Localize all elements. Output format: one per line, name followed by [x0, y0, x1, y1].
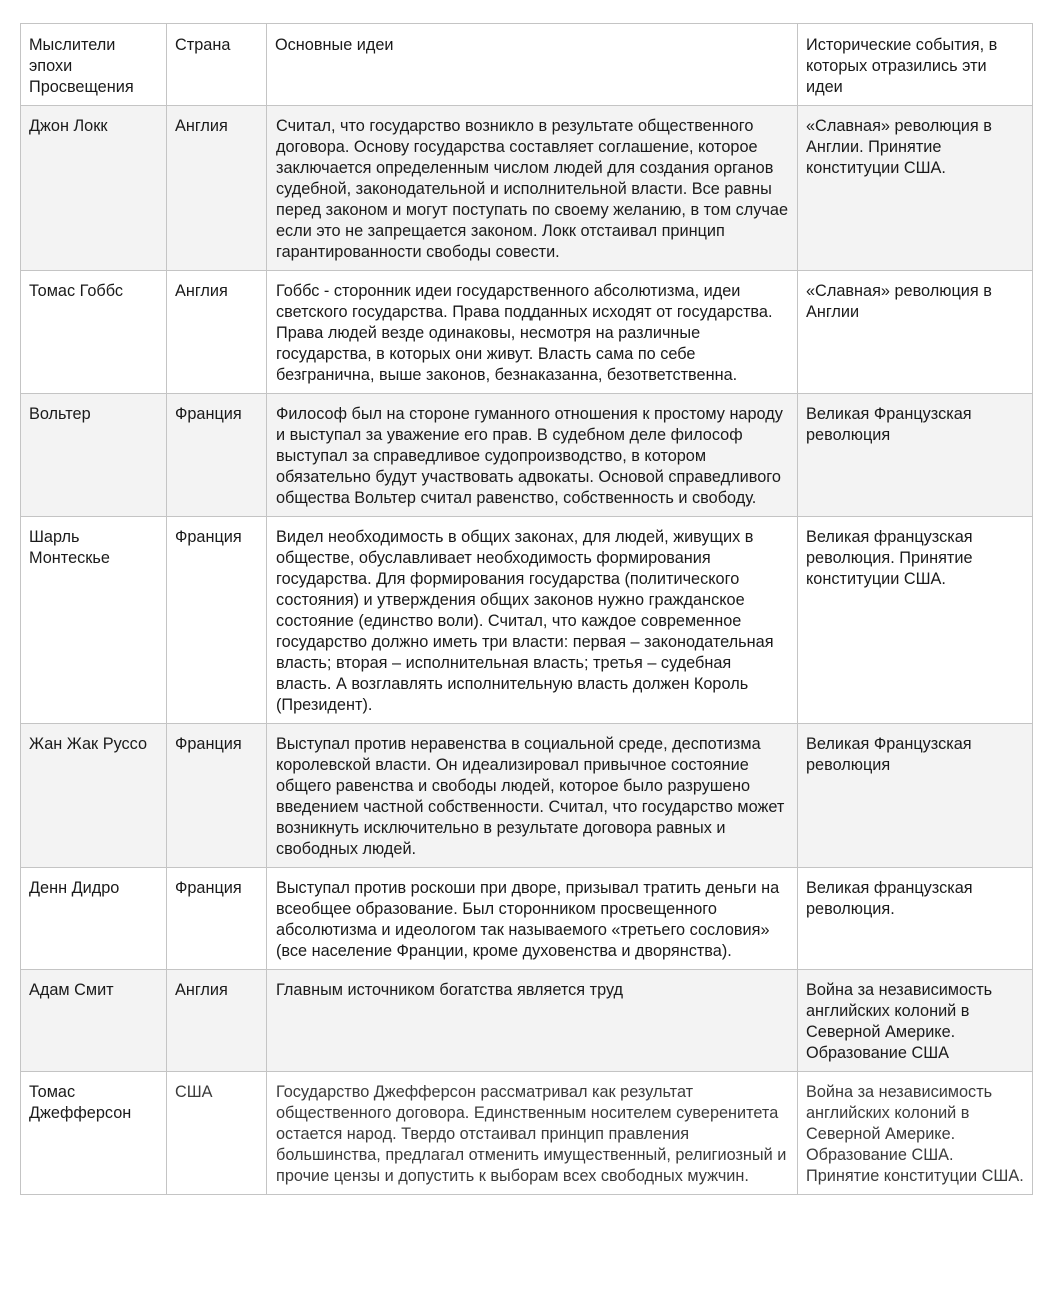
thinker-name: Шарль Монтескье	[21, 517, 167, 724]
thinker-country: Франция	[167, 517, 267, 724]
table-row	[21, 1072, 1033, 1195]
thinker-ideas: Главным источником богатства является труд	[267, 970, 798, 1072]
table-row	[21, 724, 1033, 868]
thinker-events: Война за независимость английских колоний в Северной Америке. Образование США	[798, 970, 1033, 1072]
thinker-name: Джон Локк	[21, 106, 167, 271]
thinker-country: Франция	[167, 724, 267, 868]
thinker-events: Великая Французская революция	[798, 394, 1033, 517]
thinker-country: Англия	[167, 106, 267, 271]
table-row	[21, 517, 1033, 724]
thinker-name: Томас Джефферсон	[21, 1072, 167, 1195]
thinker-events: Война за независимость английских колоний в Северной Америке. Образование США. Принятие конституции США.	[798, 1072, 1033, 1195]
header-main-ideas: Основные идеи	[267, 24, 798, 106]
table-row	[21, 970, 1033, 1072]
thinker-ideas: Государство Джефферсон рассматривал как результат общественного договора. Единственным носителем суверенитета остается народ. Твердо отстаивал принцип правления большинства, предлагал отменить имущественный, религиозный и прочие цензы и допустить к выборам всех свободных мужчин.	[267, 1072, 798, 1195]
thinker-events: «Славная» революция в Англии	[798, 271, 1033, 394]
thinker-ideas: Считал, что государство возникло в результате общественного договора. Основу государства составляет соглашение, которое заключается определенным числом людей для создания органов судебной, законодательной и исполнительной власти. Все равны перед законом и могут поступать по своему желанию, в том случае если это не запрещается законом. Локк отстаивал принцип гарантированности свободы совести.	[267, 106, 798, 271]
thinker-country: Франция	[167, 868, 267, 970]
thinker-ideas: Философ был на стороне гуманного отношения к простому народу и выступал за уважение его прав. В судебном деле философ выступал за справедливое судопроизводство, в котором обязательно будут участвовать адвокаты. Основой справедливого общества Вольтер считал равенство, собственность и свободу.	[267, 394, 798, 517]
table-row	[21, 106, 1033, 271]
thinker-country: Англия	[167, 271, 267, 394]
thinker-country: Англия	[167, 970, 267, 1072]
thinker-events: «Славная» революция в Англии. Принятие конституции США.	[798, 106, 1033, 271]
table-row	[21, 394, 1033, 517]
thinker-events: Великая Французская революция	[798, 724, 1033, 868]
thinker-ideas: Гоббс - сторонник идеи государственного абсолютизма, идеи светского государства. Права подданных исходят от государства. Права людей везде одинаковы, несмотря на различные государства, в которых они живут. Власть сама по себе безгранична, выше законов, безнаказанна, безответственна.	[267, 271, 798, 394]
thinker-ideas: Выступал против роскоши при дворе, призывал тратить деньги на всеобщее образование. Был сторонником просвещенного абсолютизма и идеологом так называемого «третьего сословия» (все население Франции, кроме духовенства и дворянства).	[267, 868, 798, 970]
thinker-events: Великая французская революция. Принятие конституции США.	[798, 517, 1033, 724]
thinker-ideas: Выступал против неравенства в социальной среде, деспотизма королевской власти. Он идеализировал привычное состояние общего равенства и свободы людей, которое было разрушено введением частной собственности. Считал, что государство может возникнуть исключительно в результате договора равных и свободных людей.	[267, 724, 798, 868]
thinker-country: Франция	[167, 394, 267, 517]
thinker-name: Денн Дидро	[21, 868, 167, 970]
thinker-name: Адам Смит	[21, 970, 167, 1072]
thinker-ideas: Видел необходимость в общих законах, для людей, живущих в обществе, обуславливает необходимость формирования государства. Для формирования государства (политического состояния) и утверждения общих законов нужно гражданское состояние (единство воли). Считал, что каждое современное государство должно иметь три власти: первая – законодательная власть; вторая – исполнительная власть; третья – судебная власть. А возглавлять исполнительную власть должен Король (Президент).	[267, 517, 798, 724]
header-thinkers: Мыслители эпохи Просвещения	[21, 24, 167, 106]
header-country: Страна	[167, 24, 267, 106]
thinker-name: Вольтер	[21, 394, 167, 517]
table-header-row	[21, 24, 1033, 106]
table-row	[21, 868, 1033, 970]
thinker-name: Жан Жак Руссо	[21, 724, 167, 868]
table-row	[21, 271, 1033, 394]
thinker-events: Великая французская революция.	[798, 868, 1033, 970]
thinker-country: США	[167, 1072, 267, 1195]
header-historical-events: Исторические события, в которых отразились эти идеи	[798, 24, 1033, 106]
thinker-name: Томас Гоббс	[21, 271, 167, 394]
thinkers-table	[20, 23, 1033, 1195]
